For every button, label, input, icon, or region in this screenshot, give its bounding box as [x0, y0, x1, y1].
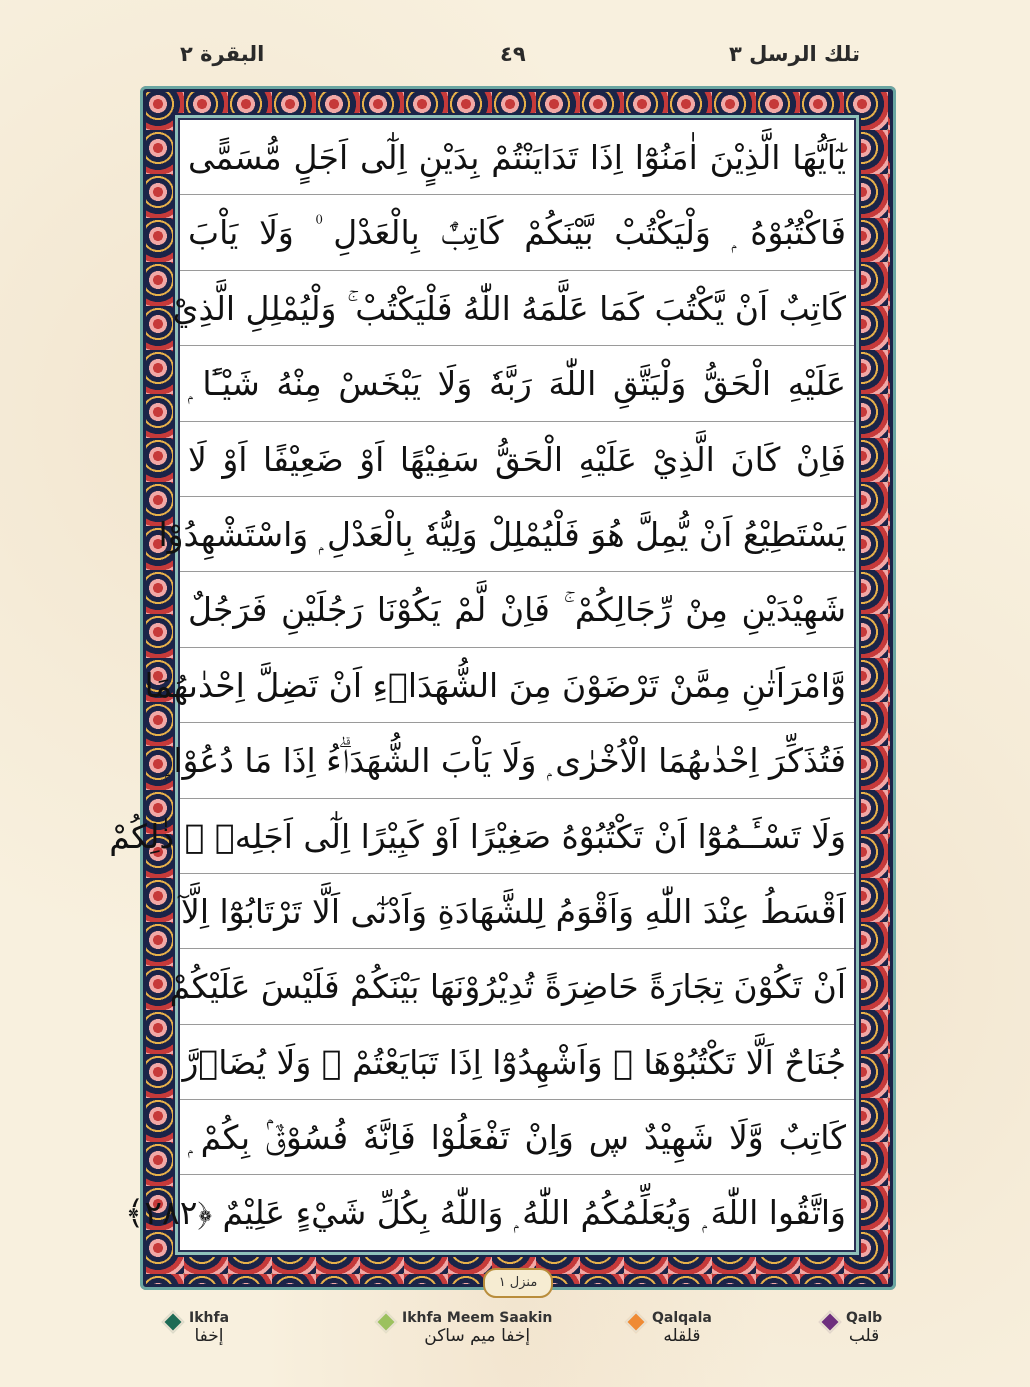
text-line: وَاتَّقُوا اللّٰهَ ۭ وَيُعَلِّمُكُمُ اللّٰهُ ۭ وَاللّٰهُ بِكُلِّ شَيْءٍ عَلِيْمٌ ﴿٢٨٢﴾	[124, 1193, 846, 1233]
legend-ikhfa-meem-saakin	[378, 1310, 552, 1346]
legend-label-ar: إخفا	[194, 1326, 224, 1346]
legend-ikhfa	[165, 1310, 229, 1346]
legend-label-en: Ikhfa Meem Saakin	[402, 1310, 553, 1326]
text-line: اَنْ تَكُوْنَ تِجَارَةً حَاضِرَةً تُدِيْرُوْنَهَا بَيْنَكُمْ فَلَيْسَ عَلَيْكُمْ	[180, 949, 854, 1024]
legend-label-ar: إخفا میم ساکن	[424, 1326, 531, 1346]
text-line: فَتُذَكِّرَ اِحْدٰىهُمَا الْاُخْرٰى ۭ وَلَا يَاْبَ الشُّهَدَاۗءُ اِذَا مَا دُعُوْا ۭ	[180, 723, 854, 798]
text-line: وَلَا تَسْـَٔـمُوْٓا اَنْ تَكْتُبُوْهُ صَغِيْرًا اَوْ كَبِيْرًا اِلٰٓى اَجَلِهٖ ۭ ذٰلِكُمْ	[180, 799, 854, 874]
legend-label-ar: قلقله	[663, 1326, 701, 1346]
text-line: فَاكْتُبُوْهُ ۭ وَلْيَكْتُبْ بَّيْنَكُمْ كَاتِبٌۢ بِالْعَدْلِ ۠ وَلَا يَاْبَ	[180, 195, 854, 270]
text-line: عَلَيْهِ الْحَقُّ وَلْيَتَّقِ اللّٰهَ رَبَّهٗ وَلَا يَبْخَسْ مِنْهُ شَيْـًٔا ۭ	[180, 346, 854, 421]
page-number: ٤٩	[500, 42, 526, 66]
text-line: يَسْتَطِيْعُ اَنْ يُّمِلَّ هُوَ فَلْيُمْلِلْ وَلِيُّهٗ بِالْعَدْلِ ۭ وَاسْتَشْهِدُوْا	[180, 497, 854, 572]
text-line: يٰٓاَيُّهَا الَّذِيْنَ اٰمَنُوْٓا اِذَا تَدَايَنْتُمْ بِدَيْنٍ اِلٰٓى اَجَلٍ مُّسَمًّى	[180, 120, 854, 195]
diamond-icon	[375, 1311, 398, 1334]
text-line: كَاتِبٌ اَنْ يَّكْتُبَ كَمَا عَلَّمَهُ اللّٰهُ فَلْيَكْتُبْ ۚ وَلْيُمْلِلِ الَّذِيْ	[180, 271, 854, 346]
text-line: وَّامْرَاَتٰنِ مِمَّنْ تَرْضَوْنَ مِنَ الشُّهَدَاۗءِ اَنْ تَضِلَّ اِحْدٰىهُمَا	[180, 648, 854, 723]
juz-name: تلك الرسل ٣	[728, 42, 860, 66]
manzil-marker: منزل ١	[483, 1268, 553, 1298]
legend-label-en: Qalb	[846, 1310, 883, 1326]
text-line: فَاِنْ كَانَ الَّذِيْ عَلَيْهِ الْحَقُّ سَفِيْهًا اَوْ ضَعِيْفًا اَوْ لَا	[180, 422, 854, 497]
diamond-icon	[819, 1311, 842, 1334]
surah-name: البقرة ٢	[180, 42, 265, 66]
legend-label-en: Ikhfa	[189, 1310, 230, 1326]
text-line: كَاتِبٌ وَّلَا شَهِيْدٌ ڛ وَاِنْ تَفْعَلُوْا فَاِنَّهٗ فُسُوْقٌۢ بِكُمْ ۭ	[180, 1100, 854, 1175]
legend-label-ar: قلب	[848, 1326, 880, 1346]
diamond-icon	[625, 1311, 648, 1334]
legend-qalb	[822, 1310, 882, 1346]
text-line: شَهِيْدَيْنِ مِنْ رِّجَالِكُمْ ۚ فَاِنْ لَّمْ يَكُوْنَا رَجُلَيْنِ فَرَجُلٌ	[180, 572, 854, 647]
diamond-icon	[162, 1311, 185, 1334]
text-line: اَقْسَطُ عِنْدَ اللّٰهِ وَاَقْوَمُ لِلشَّهَادَةِ وَاَدْنٰٓى اَلَّا تَرْتَابُوْٓا اِلَّآ	[180, 874, 854, 949]
text-line: جُنَاحٌ اَلَّا تَكْتُبُوْهَا ۭ وَاَشْهِدُوْٓا اِذَا تَبَايَعْتُمْ ۠ وَلَا يُضَاۗرَّ	[180, 1025, 854, 1100]
legend-qalqala	[628, 1310, 712, 1346]
legend-label-en: Qalqala	[652, 1310, 712, 1326]
text-panel	[109, 118, 856, 1252]
